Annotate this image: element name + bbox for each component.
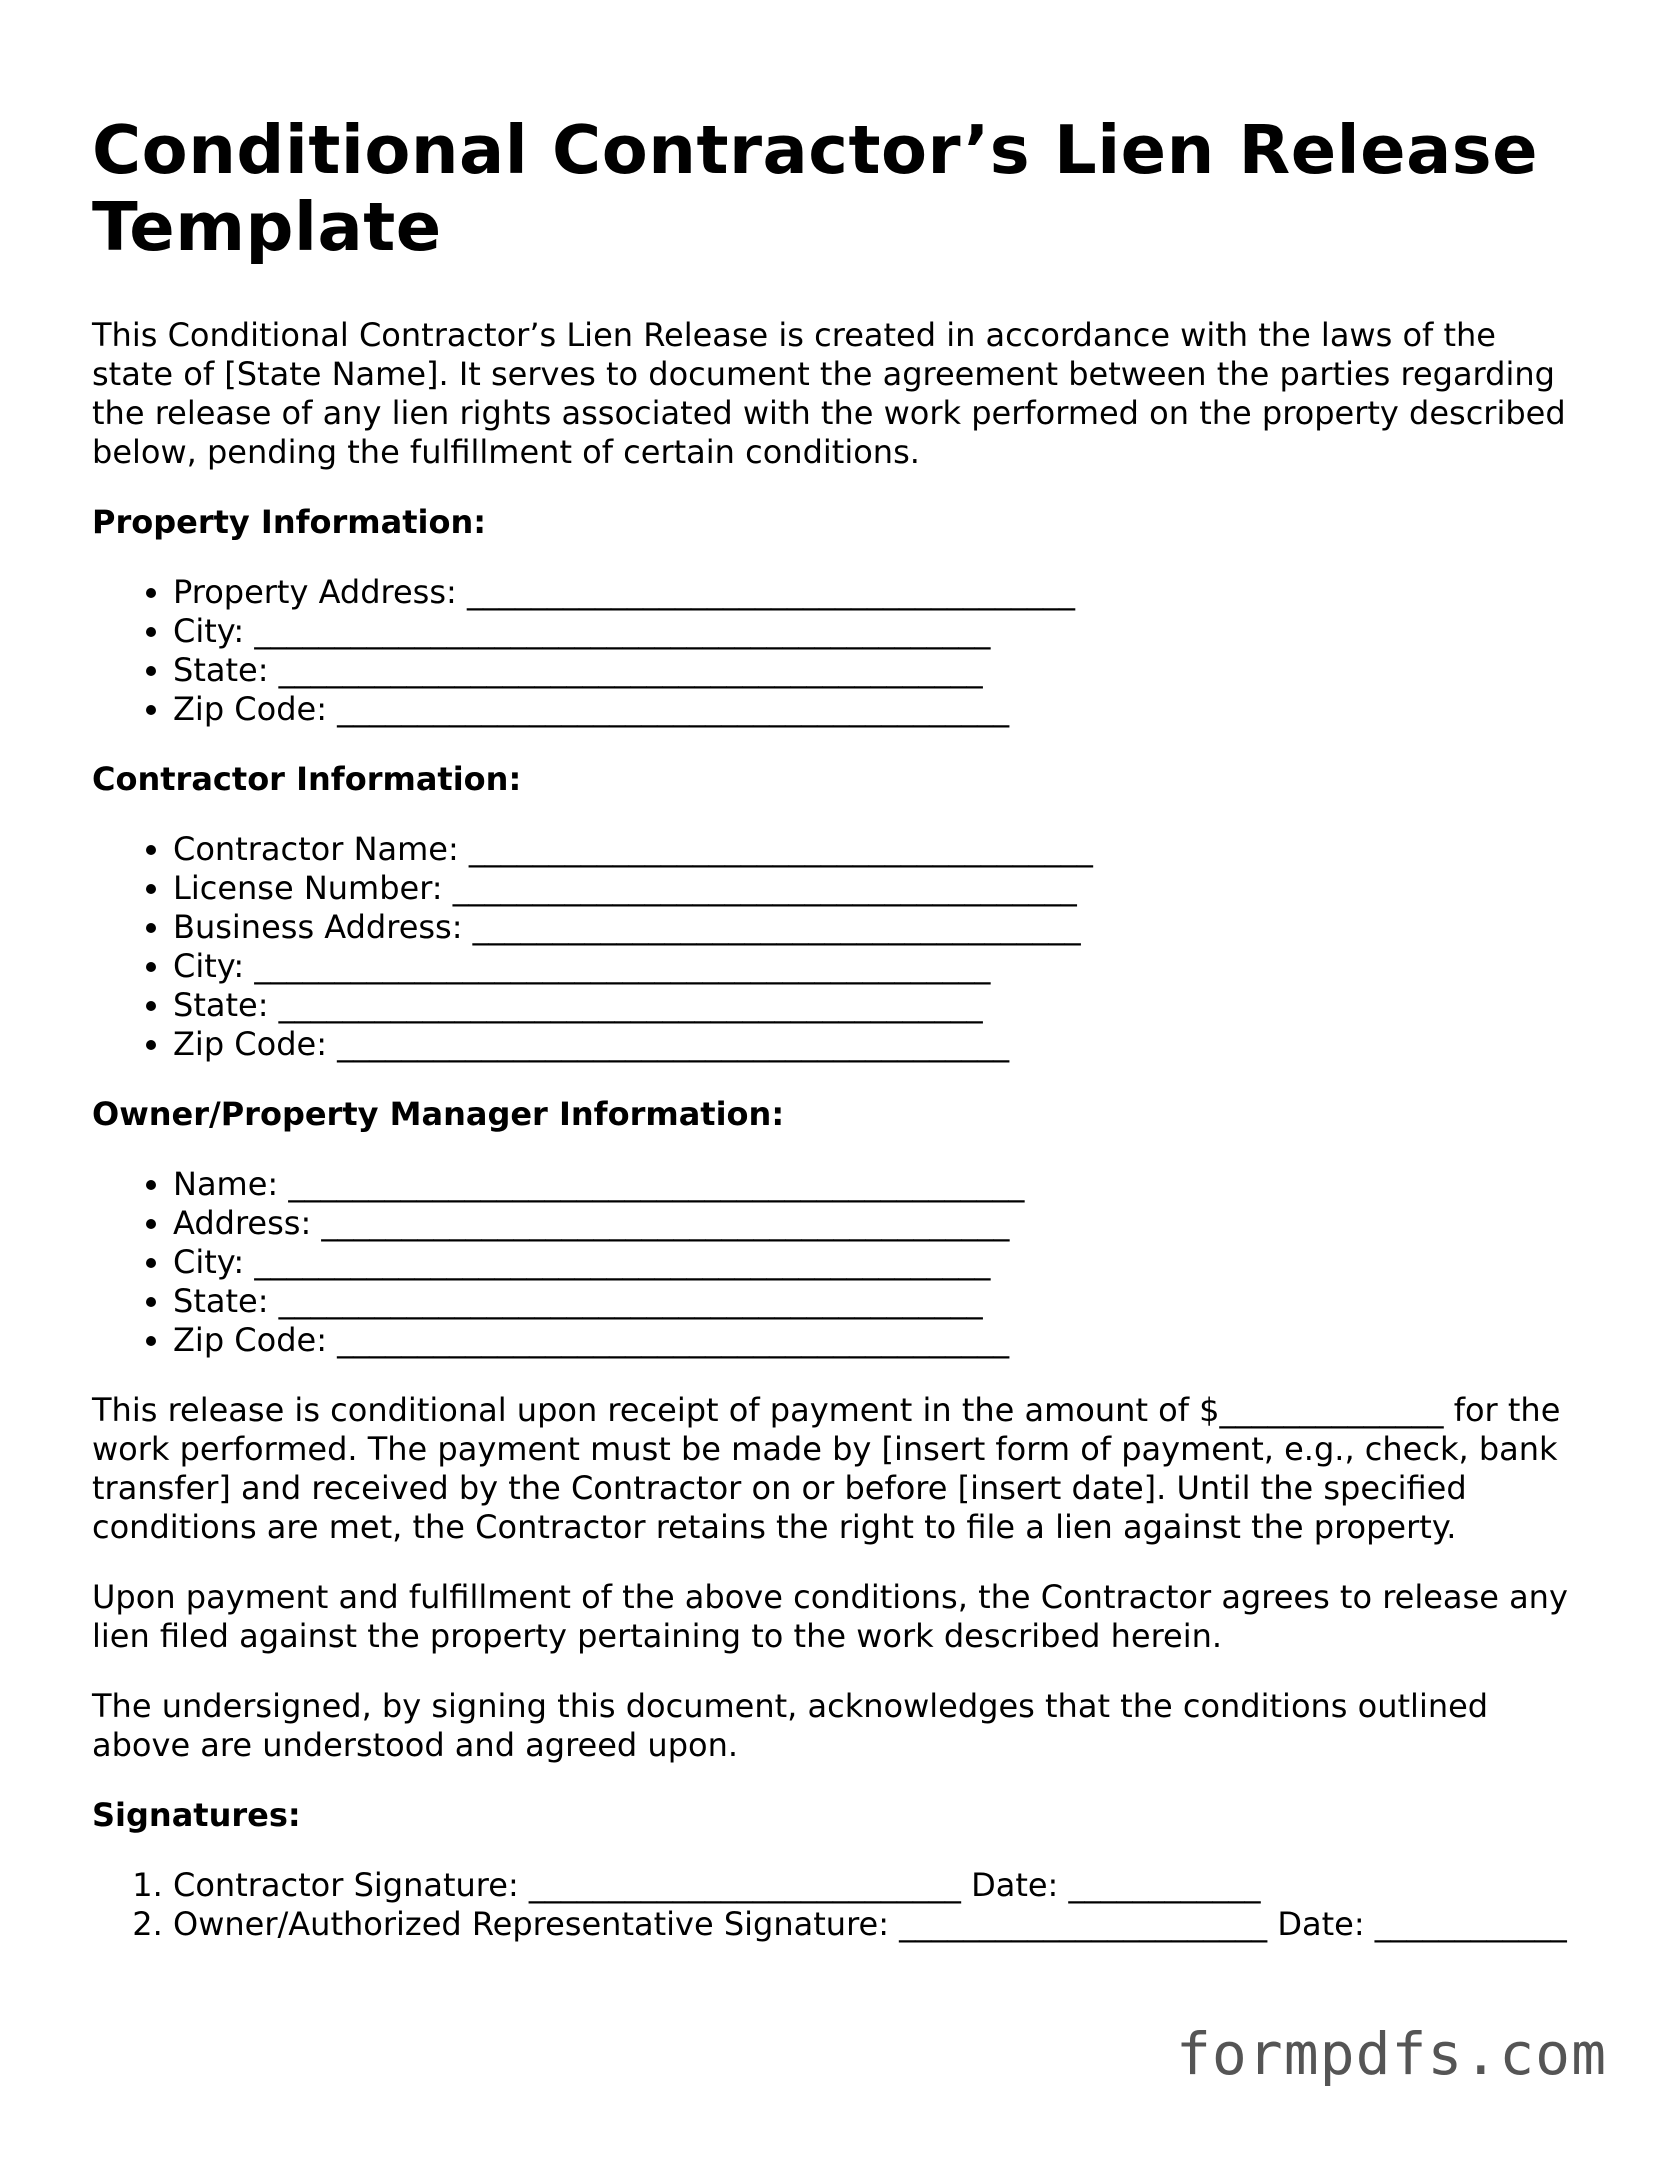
list-item: • State: ____________________________________________ xyxy=(173,986,1582,1025)
list-item: • Property Address: ______________________________________ xyxy=(173,573,1582,612)
contractor-section-heading: Contractor Information: xyxy=(92,760,522,798)
signatures-list xyxy=(92,1866,1582,1944)
acknowledgement-paragraph: The undersigned, by signing this document, acknowledges that the conditions outlined above are understood and agreed upon. xyxy=(92,1687,1489,1764)
list-item: • Business Address: ______________________________________ xyxy=(173,908,1582,947)
list-item: • City: ______________________________________________ xyxy=(173,1243,1582,1282)
owner-section-heading: Owner/Property Manager Information: xyxy=(92,1095,785,1133)
signature-line: 2. Owner/Authorized Representative Signature: _______________________ Date: ____________ xyxy=(173,1905,1582,1944)
list-item: • Name: ______________________________________________ xyxy=(173,1165,1582,1204)
list-item: • Zip Code: __________________________________________ xyxy=(173,690,1582,729)
contractor-info-list xyxy=(92,830,1582,1064)
owner-info-list xyxy=(92,1165,1582,1360)
condition-paragraph: This release is conditional upon receipt of payment in the amount of $______________ for the work performed. The payment must be made by [insert form of payment, e.g., check, bank transfer] and received by the Contractor on or before [insert date]. Until the specified conditions are met, the Contractor retains the right to file a lien against the property. xyxy=(92,1391,1561,1546)
list-item: • State: ____________________________________________ xyxy=(173,651,1582,690)
list-item: • License Number: _______________________________________ xyxy=(173,869,1582,908)
property-section-heading: Property Information: xyxy=(92,503,487,541)
signature-line: 1. Contractor Signature: ___________________________ Date: ____________ xyxy=(173,1866,1582,1905)
intro-paragraph: This Conditional Contractor’s Lien Release is created in accordance with the laws of the state of [State Name]. It serves to document the agreement between the parties regarding the release of any lien rights associated with the work performed on the property described below, pending the fulfillment of certain conditions. xyxy=(92,316,1566,471)
list-item: • State: ____________________________________________ xyxy=(173,1282,1582,1321)
list-item: • Contractor Name: _______________________________________ xyxy=(173,830,1582,869)
list-item: • City: ______________________________________________ xyxy=(173,612,1582,651)
release-paragraph: Upon payment and fulfillment of the above conditions, the Contractor agrees to release any lien filed against the property pertaining to the work described herein. xyxy=(92,1578,1568,1655)
document-page xyxy=(92,112,1582,1975)
watermark: formpdfs.com xyxy=(1175,2020,1607,2088)
signatures-section-heading: Signatures: xyxy=(92,1796,301,1834)
property-info-list xyxy=(92,573,1582,729)
list-item: • City: ______________________________________________ xyxy=(173,947,1582,986)
list-item: • Address: ___________________________________________ xyxy=(173,1204,1582,1243)
list-item: • Zip Code: __________________________________________ xyxy=(173,1025,1582,1064)
list-item: • Zip Code: __________________________________________ xyxy=(173,1321,1582,1360)
document-title: Conditional Contractor’s Lien Release Template xyxy=(92,111,1539,266)
